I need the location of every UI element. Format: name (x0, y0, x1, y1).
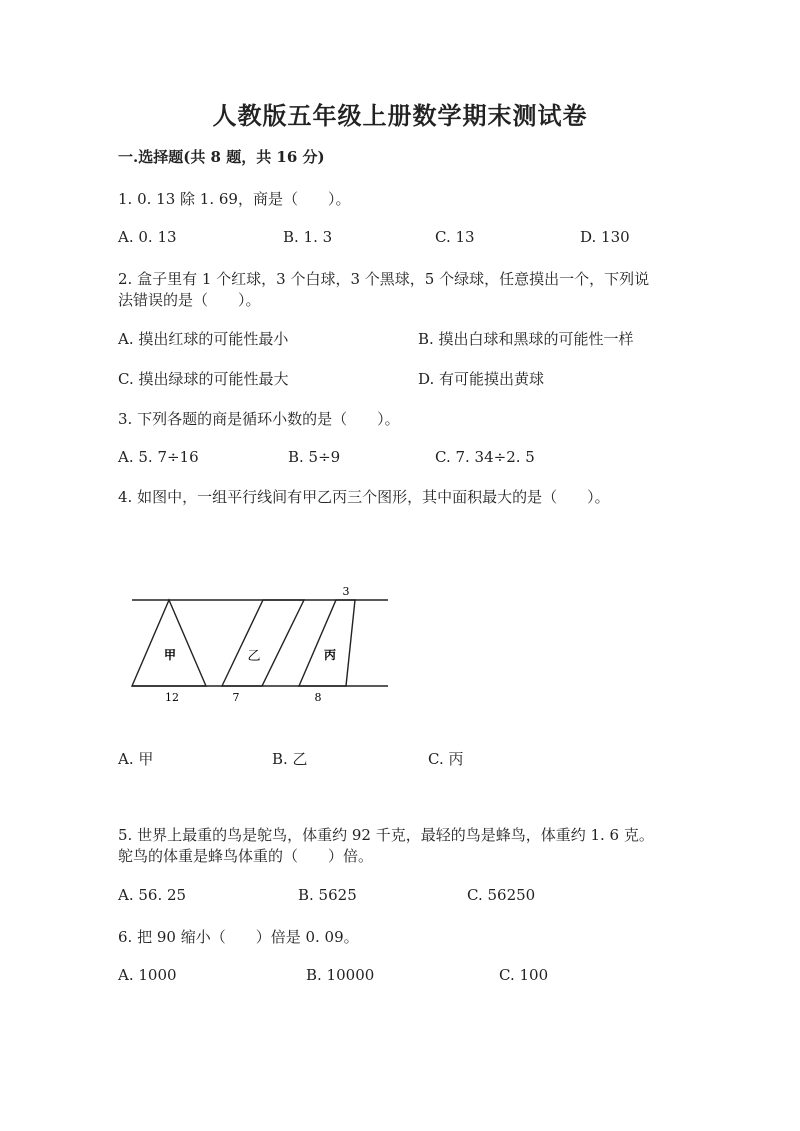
parallelogram-yi (222, 600, 304, 686)
question-4-option-b: B. 乙 (272, 750, 308, 768)
question-1-option-a: A. 0. 13 (118, 228, 177, 246)
question-1-option-b: B. 1. 3 (283, 228, 333, 246)
section-heading: 一.选择题(共 8 题，共 16 分) (118, 148, 325, 166)
dimension-base-jia: 12 (165, 691, 179, 704)
question-5-stem-line-1: 5. 世界上最重的鸟是鸵鸟，体重约 92 千克，最轻的鸟是蜂鸟，体重约 1. 6 克。 (118, 826, 654, 844)
question-2-option-b: B. 摸出白球和黑球的可能性一样 (418, 330, 634, 348)
question-3-option-a: A. 5. 7÷16 (118, 448, 199, 466)
question-1-option-c: C. 13 (435, 228, 475, 246)
question-6-option-a: A. 1000 (118, 966, 177, 984)
question-3-stem: 3. 下列各题的商是循环小数的是（ ）。 (118, 410, 400, 428)
label-bing: 丙 (323, 648, 337, 662)
question-2-stem-line-1: 2. 盒子里有 1 个红球，3 个白球，3 个黑球，5 个绿球，任意摸出一个，下列说 (118, 270, 650, 288)
label-yi: 乙 (247, 649, 261, 664)
page-title: 人教版五年级上册数学期末测试卷 (212, 101, 588, 130)
question-6-stem: 6. 把 90 缩小（ ）倍是 0. 09。 (118, 928, 359, 946)
question-3-option-b: B. 5÷9 (288, 448, 341, 466)
question-1-option-d: D. 130 (580, 228, 630, 246)
question-2-stem-line-2: 法错误的是（ ）。 (118, 291, 261, 309)
dimension-base-bing: 8 (314, 691, 322, 704)
question-6-option-c: C. 100 (499, 966, 549, 984)
question-5-option-c: C. 56250 (467, 886, 536, 904)
question-4-option-a: A. 甲 (118, 750, 154, 768)
label-jia: 甲 (163, 648, 177, 662)
question-3-option-c: C. 7. 34÷2. 5 (435, 448, 535, 466)
dimension-base-yi: 7 (232, 691, 240, 704)
question-2-option-c: C. 摸出绿球的可能性最大 (118, 370, 289, 388)
question-2-option-a: A. 摸出红球的可能性最小 (118, 330, 289, 348)
question-5-option-b: B. 5625 (298, 886, 357, 904)
question-6-option-b: B. 10000 (306, 966, 375, 984)
question-5-option-a: A. 56. 25 (118, 886, 187, 904)
trapezoid-bing (299, 600, 355, 686)
question-2-option-d: D. 有可能摸出黄球 (418, 370, 545, 388)
question-1-stem: 1. 0. 13 除 1. 69，商是（ ）。 (118, 190, 351, 208)
question-5-stem-line-2: 鸵鸟的体重是蜂鸟体重的（ ）倍。 (118, 847, 374, 865)
question-4-option-c: C. 丙 (428, 750, 464, 768)
dimension-top-bing: 3 (342, 585, 350, 598)
triangle-jia (132, 600, 206, 686)
question-4-stem: 4. 如图中，一组平行线间有甲乙丙三个图形，其中面积最大的是（ ）。 (118, 488, 610, 506)
